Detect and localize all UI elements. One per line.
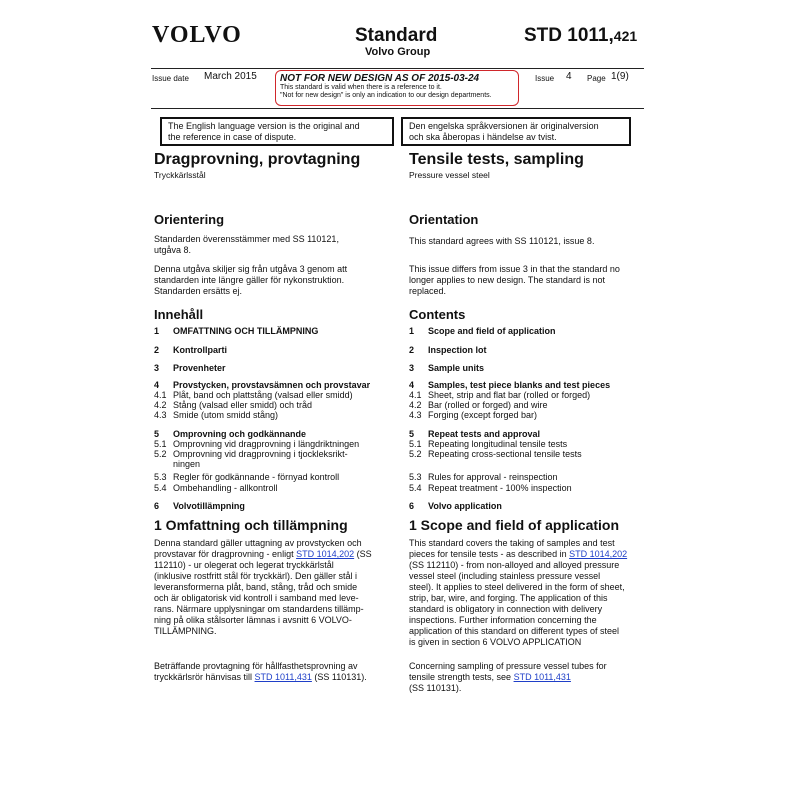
section1-heading-en: 1 Scope and field of application	[409, 517, 620, 533]
standard-number: STD 1011,421	[524, 25, 638, 46]
section1-paragraph-en: This standard covers the taking of samples and test pieces for tensile tests - as described in STD 1014,202 (SS 112110) - from non-alloyed and alloyed pressure vessel steel (including stainless pressure vessel steel). It applies to steel delivered in the form of sheet, strip, bar, wire, and forging. The application of this standard is obligatory in connection with delivery inspections. Further information concerning the application of this standard on different types of steel is given in section 6 VOLVO APPLICATION	[409, 538, 628, 647]
section1-paragraph-en: Concerning sampling of pressure vessel tubes for tensile strength tests, see STD 1011,431 (SS 110131).	[409, 661, 607, 693]
subtitle-sv: Tryckkärlsstål	[154, 170, 206, 180]
language-note-line: Den engelska språkversionen är originalversion	[409, 121, 599, 131]
language-note-box-right	[401, 117, 631, 146]
page-label: Page	[587, 74, 606, 83]
language-note-line: the reference in case of dispute.	[168, 132, 297, 142]
contents-heading-en: Contents	[409, 307, 466, 322]
header-rule-bottom	[151, 108, 644, 109]
orientation-heading-sv: Orientering	[154, 212, 225, 227]
orientation-paragraph-en: This issue differs from issue 3 in that the standard no longer applies to new design. The standard is not replaced.	[409, 264, 620, 296]
organization: Volvo Group	[365, 46, 431, 58]
title-en: Tensile tests, sampling	[409, 151, 584, 168]
language-note-line: The English language version is the original and	[168, 121, 360, 131]
notice-title: NOT FOR NEW DESIGN AS OF 2015-03-24	[280, 73, 480, 84]
contents-heading-sv: Innehåll	[154, 307, 204, 322]
page-number: 1(9)	[611, 71, 629, 82]
notice-line: "Not for new design" is only an indication to our design departments.	[280, 92, 492, 99]
std-link[interactable]: STD 1014,202	[569, 549, 628, 559]
issue-date-label: Issue date	[152, 74, 189, 83]
title-sv: Dragprovning, provtagning	[154, 151, 361, 168]
issue-date: March 2015	[204, 71, 257, 82]
section1-paragraph-sv: Beträffande provtagning för hållfasthetsprovning av tryckkärlsrör hänvisas till STD 1011,431 (SS 110131).	[154, 661, 367, 682]
notice-line: This standard is valid when there is a reference to it.	[280, 84, 442, 91]
document-type: Standard	[355, 25, 438, 46]
header-rule-top	[151, 68, 644, 69]
issue-label: Issue	[535, 74, 555, 83]
section1-heading-sv: 1 Omfattning och tillämpning	[154, 517, 348, 533]
std-link[interactable]: STD 1011,431	[513, 672, 571, 682]
std-link[interactable]: STD 1011,431	[254, 672, 312, 682]
not-for-new-design-notice	[275, 70, 519, 106]
toc-en: 1 Scope and field of application 2 Inspection lot 3 Sample units 4 Samples, test piece blanks and test pieces 4.1 Sheet, strip and flat bar (rolled or forged) 4.2 Bar (rolled or forged) and wire 4.3 Forging (except forged bar) 5 Repeat tests and approval 5.1 Repeating longitudinal tensile tests 5.2 Repeating cross-sectional tensile tests 5.3 Rules for approval - reinspection 5.4 Repeat treatment - 100% inspection 6 Volvo application	[409, 326, 611, 511]
orientation-paragraph-sv: Denna utgåva skiljer sig från utgåva 3 genom att standarden inte längre gäller för nykonstruktion. Standarden ersätts ej.	[154, 264, 348, 296]
subtitle-en: Pressure vessel steel	[409, 170, 490, 180]
std-link[interactable]: STD 1014,202	[296, 549, 355, 559]
orientation-paragraph-sv: Standarden överensstämmer med SS 110121, utgåva 8.	[154, 234, 339, 255]
orientation-paragraph-en: This standard agrees with SS 110121, issue 8.	[409, 236, 595, 246]
orientation-heading-en: Orientation	[409, 212, 479, 227]
language-note-box-left	[160, 117, 394, 146]
volvo-logo: VOLVO	[152, 22, 242, 48]
language-note-line: och ska åberopas i händelse av tvist.	[409, 132, 557, 142]
toc-sv: 1 OMFATTNING OCH TILLÄMPNING 2 Kontrollparti 3 Provenheter 4 Provstycken, provstavsämnen och provstavar 4.1 Plåt, band och plattstång (valsad eller smidd) 4.2 Stång (valsad eller smidd) och tråd 4.3 Smide (utom smidd stång) 5 Omprovning och godkännande 5.1 Omprovning vid dragprovning i längdriktningen 5.2 Omprovning vid dragprovning i tjockleksrikt- ningen 5.3 Regler för godkännande - förnyad kontroll 5.4 Ombehandling - allkontroll 6 Volvotillämpning	[154, 326, 371, 511]
section1-paragraph-sv: Denna standard gäller uttagning av provstycken och provstavar för dragprovning - enligt STD 1014,202 (SS 112110) - ur olegerat och legerat tryckkärlstål (inklusive rostfritt stål för tryckkärl). Den gäller stål i leveransformerna plåt, band, stång, tråd och smide och är obligatorisk vid kontroll i samband med leve- rans. Närmare upplysningar om standardens tillämp- ning på olika stålsorter lämnas i avsnitt 6 VOLVO- TILLÄMPNING.	[154, 538, 372, 636]
issue-number: 4	[566, 71, 572, 82]
